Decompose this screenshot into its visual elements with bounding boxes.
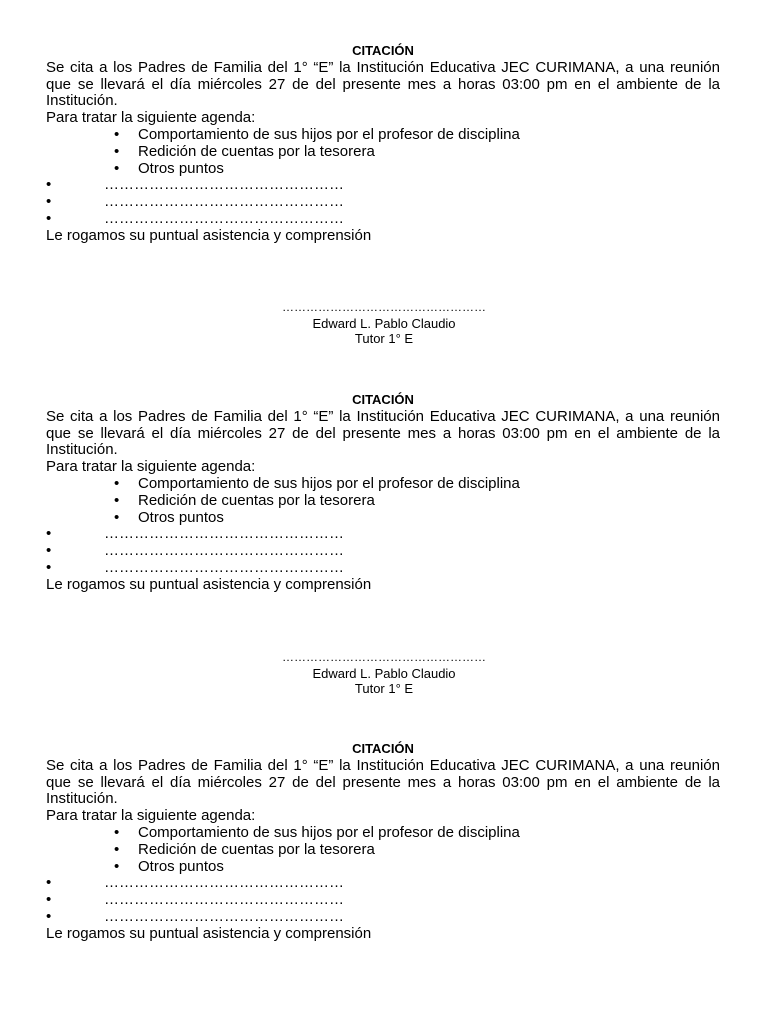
citation-2 <box>46 392 720 594</box>
agenda-item <box>46 842 720 859</box>
agenda-intro: Para tratar la siguiente agenda: <box>46 807 256 825</box>
closing-text: Le rogamos su puntual asistencia y comprensión <box>46 226 372 244</box>
agenda-item <box>46 476 720 493</box>
bullet-icon: • <box>114 508 120 526</box>
citation-title: CITACIÓN <box>352 392 414 407</box>
bullet-icon: • <box>46 525 52 543</box>
agenda-item-text: Otros puntos <box>138 857 224 875</box>
blank-agenda-item <box>46 526 720 543</box>
blank-line: ………………………………………… <box>104 209 344 227</box>
citation-title: CITACIÓN <box>352 43 414 58</box>
blank-agenda-item <box>46 543 720 560</box>
agenda-item <box>46 825 720 842</box>
agenda-intro: Para tratar la siguiente agenda: <box>46 109 256 127</box>
blank-agenda-item <box>46 875 720 892</box>
blank-agenda-item <box>46 211 720 228</box>
bullet-icon: • <box>114 857 120 875</box>
blank-line: ………………………………………… <box>104 874 344 892</box>
agenda-item-text: Otros puntos <box>138 508 224 526</box>
signer-name: Edward L. Pablo Claudio <box>312 315 456 331</box>
agenda-item <box>46 493 720 510</box>
bullet-icon: • <box>114 159 120 177</box>
bullet-icon: • <box>114 823 120 841</box>
bullet-icon: • <box>46 874 52 892</box>
agenda-item <box>46 510 720 527</box>
blank-line: ………………………………………… <box>104 907 344 925</box>
bullet-icon: • <box>46 209 52 227</box>
bullet-icon: • <box>46 193 52 211</box>
closing-text: Le rogamos su puntual asistencia y comprensión <box>46 575 372 593</box>
blank-line: ………………………………………… <box>104 542 344 560</box>
blank-line: ………………………………………… <box>104 176 344 194</box>
citation-body: Se cita a los Padres de Familia del 1° “E” la Institución Educativa JEC CURIMANA, a una reunión que se llevará el día miércoles 27 de del presente mes a horas 03:00 pm en el ambiente de la Institución. <box>46 407 720 459</box>
bullet-icon: • <box>46 907 52 925</box>
agenda-item <box>46 127 720 144</box>
bullet-icon: • <box>114 125 120 143</box>
closing-text: Le rogamos su puntual asistencia y comprensión <box>46 924 372 942</box>
bullet-icon: • <box>114 142 120 160</box>
agenda-item-text: Redición de cuentas por la tesorera <box>138 491 375 509</box>
agenda-item-text: Otros puntos <box>138 159 224 177</box>
signature-line: …………………………………………… <box>282 650 486 664</box>
blank-line: ………………………………………… <box>104 193 344 211</box>
blank-line: ………………………………………… <box>104 525 344 543</box>
bullet-icon: • <box>46 558 52 576</box>
citation-3 <box>46 741 720 943</box>
signer-name: Edward L. Pablo Claudio <box>312 665 456 681</box>
signature-line: …………………………………………… <box>282 300 486 314</box>
blank-agenda-item <box>46 177 720 194</box>
agenda-item <box>46 144 720 161</box>
blank-line: ………………………………………… <box>104 891 344 909</box>
citation-body: Se cita a los Padres de Familia del 1° “E” la Institución Educativa JEC CURIMANA, a una reunión que se llevará el día miércoles 27 de del presente mes a horas 03:00 pm en el ambiente de la Institución. <box>46 58 720 110</box>
bullet-icon: • <box>114 491 120 509</box>
blank-agenda-item <box>46 194 720 211</box>
bullet-icon: • <box>114 474 120 492</box>
signature-block <box>0 650 768 697</box>
agenda-item-text: Comportamiento de sus hijos por el profesor de disciplina <box>138 474 520 492</box>
agenda-item-text: Redición de cuentas por la tesorera <box>138 142 375 160</box>
citation-title: CITACIÓN <box>352 741 414 756</box>
blank-agenda-item <box>46 892 720 909</box>
citation-1 <box>46 43 720 245</box>
bullet-icon: • <box>46 891 52 909</box>
blank-line: ………………………………………… <box>104 558 344 576</box>
signer-role: Tutor 1° E <box>354 331 414 346</box>
agenda-intro: Para tratar la siguiente agenda: <box>46 458 256 476</box>
bullet-icon: • <box>114 840 120 858</box>
agenda-item-text: Redición de cuentas por la tesorera <box>138 840 375 858</box>
agenda-item-text: Comportamiento de sus hijos por el profesor de disciplina <box>138 125 520 143</box>
bullet-icon: • <box>46 542 52 560</box>
signer-role: Tutor 1° E <box>354 681 414 696</box>
signature-block <box>0 300 768 347</box>
blank-agenda-item <box>46 560 720 577</box>
citation-body: Se cita a los Padres de Familia del 1° “E” la Institución Educativa JEC CURIMANA, a una reunión que se llevará el día miércoles 27 de del presente mes a horas 03:00 pm en el ambiente de la Institución. <box>46 756 720 808</box>
agenda-item-text: Comportamiento de sus hijos por el profesor de disciplina <box>138 823 520 841</box>
agenda-item <box>46 161 720 178</box>
agenda-item <box>46 859 720 876</box>
blank-agenda-item <box>46 909 720 926</box>
bullet-icon: • <box>46 176 52 194</box>
